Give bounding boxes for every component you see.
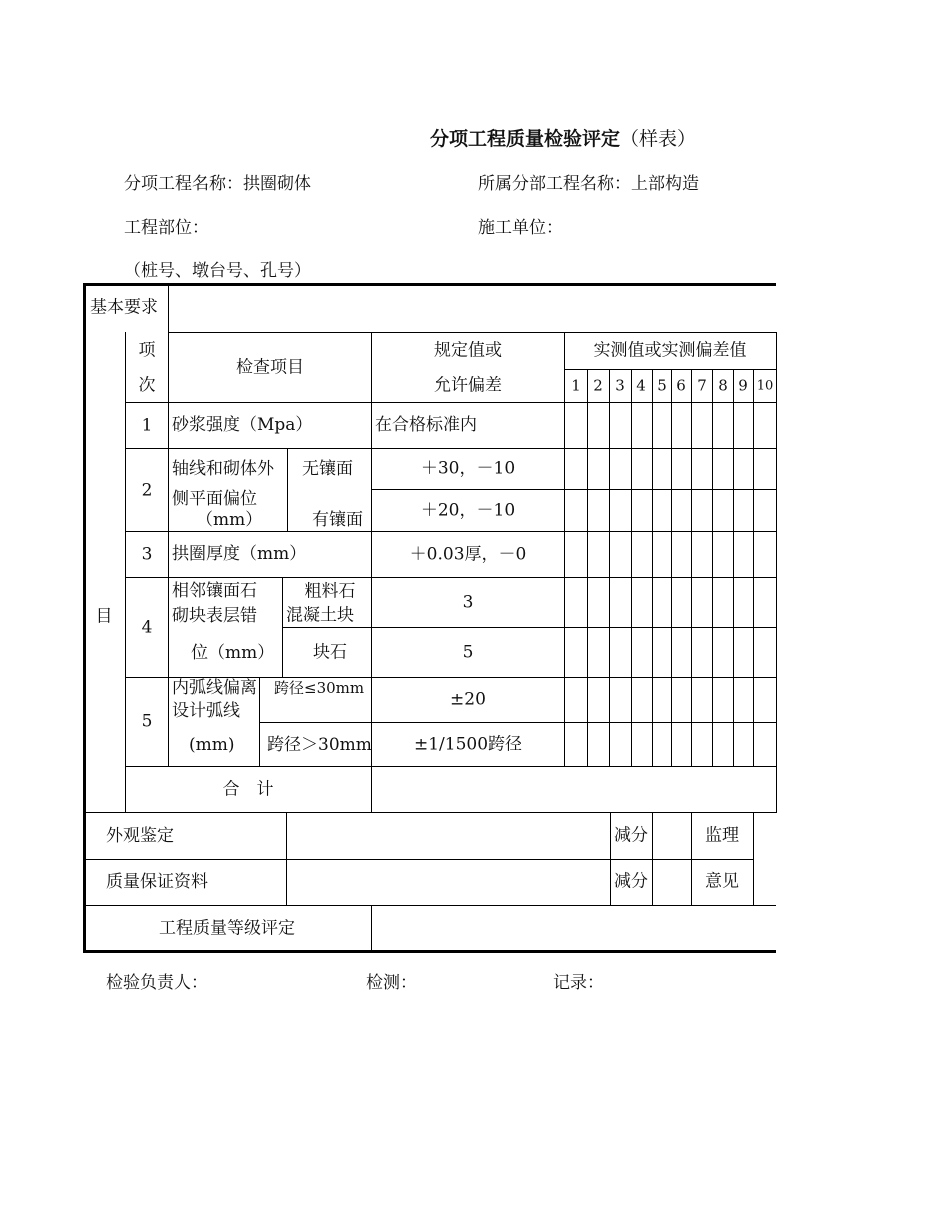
grid-line xyxy=(652,369,653,766)
row4-item-line: 砌块表层错 xyxy=(172,606,257,626)
row2-item-line: 轴线和砌体外 xyxy=(172,459,274,479)
contractor-label: 施工单位： xyxy=(478,218,563,238)
seq-header-1: 项 xyxy=(138,340,156,361)
row2-spec2: ＋20，－10 xyxy=(420,500,516,521)
item-name-label: 分项工程名称：拱圈砌体 xyxy=(124,174,311,194)
row-number: 3 xyxy=(141,544,153,565)
grid-line xyxy=(168,332,776,333)
grid-line xyxy=(168,283,169,766)
measure-col-number: 7 xyxy=(697,376,707,395)
grid-line xyxy=(125,332,126,812)
deduct-label: 减分 xyxy=(614,871,648,892)
row4-item-line: 相邻镶面石 xyxy=(172,581,257,601)
grid-line xyxy=(753,812,754,905)
row5-item-line: 内弧线偏离 xyxy=(172,678,257,698)
row1-spec: 在合格标准内 xyxy=(375,415,477,435)
page-title: 分项工程质量检验评定（样表） xyxy=(430,128,697,150)
pile-note: （桩号、墩台号、孔号） xyxy=(124,261,311,281)
grid-line xyxy=(609,369,610,766)
spec-header-1: 规定值或 xyxy=(434,340,502,361)
row2-item-line: 侧平面偏位 xyxy=(172,489,257,509)
row-number: 1 xyxy=(141,415,153,436)
location-label: 工程部位： xyxy=(124,218,209,238)
grid-line xyxy=(753,369,754,766)
row5-sub2: 跨径＞30mm xyxy=(267,735,372,755)
item-header: 检查项目 xyxy=(236,357,304,378)
row2-sub1: 无镶面 xyxy=(302,459,353,479)
grid-line xyxy=(652,812,653,905)
supervisor-label-1: 监理 xyxy=(705,825,739,846)
basic-requirement-label: 基本要求 xyxy=(90,297,158,318)
mu-label: 目 xyxy=(95,606,113,627)
grid-line xyxy=(671,369,672,766)
grid-line xyxy=(287,448,288,531)
measure-header: 实测值或实测偏差值 xyxy=(593,340,747,361)
measure-col-number: 1 xyxy=(571,376,581,395)
row4-item-line: 位（mm） xyxy=(191,643,275,663)
appearance-label: 外观鉴定 xyxy=(106,826,174,846)
grid-line xyxy=(125,577,776,578)
row5-spec2: ±1/1500跨径 xyxy=(413,734,523,755)
row4-sub1-line: 粗料石 xyxy=(304,581,356,602)
spec-header-2: 允许偏差 xyxy=(434,375,502,396)
grid-line xyxy=(282,577,283,677)
row5-item-line: 设计弧线 xyxy=(172,701,240,721)
grid-line xyxy=(125,531,776,532)
grid-line xyxy=(564,369,776,370)
row2-spec1: ＋30，－10 xyxy=(420,458,516,479)
row5-sub1: 跨径≤30mm xyxy=(274,679,365,697)
grid-line xyxy=(712,369,713,766)
measure-col-number: 10 xyxy=(756,378,774,394)
grid-line xyxy=(587,369,588,766)
grid-line xyxy=(282,627,776,628)
grid-line xyxy=(564,332,565,766)
grid-line xyxy=(776,332,777,813)
measure-col-number: 6 xyxy=(676,376,686,395)
grid-line xyxy=(83,812,776,813)
measure-col-number: 9 xyxy=(738,376,748,395)
total-label: 合 计 xyxy=(222,779,274,800)
grid-line xyxy=(259,677,260,766)
grade-label: 工程质量等级评定 xyxy=(159,918,295,939)
row4-spec1: 3 xyxy=(462,592,474,613)
supervisor-label-2: 意见 xyxy=(705,871,739,892)
inspector-label: 检验负责人： xyxy=(106,973,208,993)
measure-col-number: 5 xyxy=(657,376,667,395)
grid-line xyxy=(125,448,776,449)
measure-col-number: 2 xyxy=(593,376,603,395)
row-number: 5 xyxy=(141,711,153,732)
grid-line xyxy=(83,905,776,906)
measure-col-number: 8 xyxy=(718,376,728,395)
parent-name-label: 所属分部工程名称：上部构造 xyxy=(478,174,699,194)
seq-header-2: 次 xyxy=(138,375,156,396)
grid-line xyxy=(125,402,776,403)
grid-line xyxy=(691,369,692,766)
row2-item-line: （mm） xyxy=(196,510,263,530)
row1-item: 砂浆强度（Mpa） xyxy=(172,415,313,435)
measure-col-number: 4 xyxy=(636,376,646,395)
row3-spec: ＋0.03厚，－0 xyxy=(409,544,527,565)
row2-sub2: 有镶面 xyxy=(312,510,363,530)
grid-line xyxy=(631,369,632,766)
grid-line xyxy=(371,489,776,490)
row5-spec1: ±20 xyxy=(450,689,486,710)
row4-spec2: 5 xyxy=(462,642,474,663)
measure-col-number: 3 xyxy=(615,376,625,395)
grid-line xyxy=(259,722,776,723)
deduct-label: 减分 xyxy=(614,825,648,846)
quality-docs-label: 质量保证资料 xyxy=(106,872,208,892)
grid-line xyxy=(691,812,692,905)
grid-line xyxy=(125,766,776,767)
row3-item: 拱圈厚度（mm） xyxy=(172,544,307,564)
tester-label: 检测： xyxy=(366,973,417,993)
row4-sub2: 块石 xyxy=(313,642,347,663)
row4-sub1-line: 混凝土块 xyxy=(286,605,354,626)
grid-line xyxy=(286,812,287,905)
row-number: 2 xyxy=(141,480,153,501)
grid-line xyxy=(733,369,734,766)
grid-line xyxy=(610,812,611,905)
recorder-label: 记录： xyxy=(553,973,604,993)
grid-line xyxy=(371,905,372,951)
row-number: 4 xyxy=(141,617,153,638)
row5-item-line: (mm) xyxy=(189,735,235,755)
